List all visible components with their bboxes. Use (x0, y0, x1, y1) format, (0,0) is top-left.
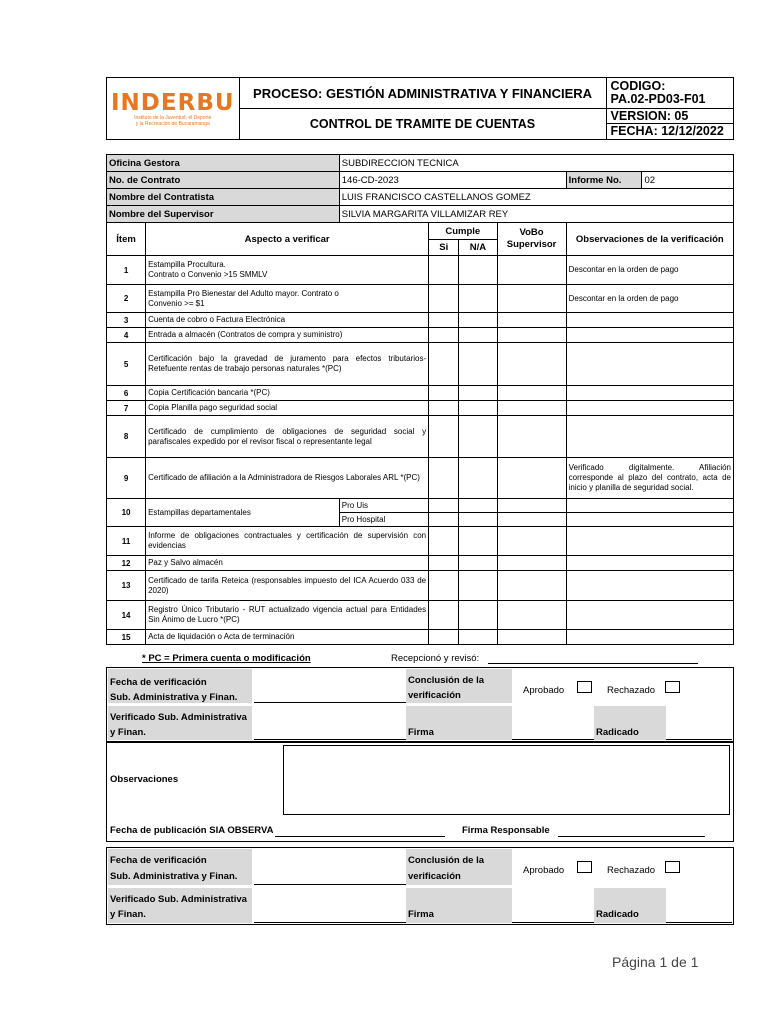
logo-subtitle-2: y la Recreación de Bucaramanga (135, 120, 210, 127)
vobo-cell[interactable] (497, 328, 566, 343)
item-obs (566, 601, 733, 630)
radicado-label: Radicado (596, 909, 639, 920)
fecha-verif-label-1: Fecha de verificación (110, 677, 207, 688)
table-row (107, 556, 734, 571)
vobo-cell[interactable] (497, 313, 566, 328)
item-desc-line-2: Contrato o Convenio >15 SMMLV (148, 270, 268, 279)
verificado-line[interactable] (254, 922, 406, 923)
item-obs (566, 416, 733, 458)
date-text: FECHA: 12/12/2022 (610, 124, 724, 138)
cumple-si-cell[interactable] (429, 256, 459, 285)
aprobado-label: Aprobado (523, 685, 565, 696)
cumple-si-cell[interactable] (429, 416, 459, 458)
item-obs (566, 313, 733, 328)
rechazado-label: Rechazado (607, 865, 656, 876)
vobo-cell[interactable] (497, 513, 566, 527)
observaciones-field[interactable] (283, 745, 730, 815)
code-cell (606, 78, 733, 109)
item-obs (566, 571, 733, 601)
item-number: 14 (107, 601, 146, 630)
fecha-verif-label-2: Sub. Administrativa y Finan. (110, 871, 238, 882)
item-desc: Copia Planilla pago seguridad social (146, 401, 429, 416)
table-row (107, 571, 734, 601)
col-aspecto: Aspecto a verificar (146, 223, 429, 256)
fecha-verif-line[interactable] (254, 884, 406, 885)
cumple-na-cell[interactable] (459, 556, 497, 571)
item-number: 1 (107, 256, 146, 285)
version-date-cell (606, 109, 733, 140)
item-number: 12 (107, 556, 146, 571)
verification-table (106, 154, 734, 645)
contrato-label: No. de Contrato (107, 172, 340, 189)
observaciones-label: Observaciones (110, 774, 179, 785)
cumple-si-cell[interactable] (429, 386, 459, 401)
item-obs (566, 343, 733, 386)
conclusion-label-2: verificación (408, 871, 461, 882)
vobo-cell[interactable] (497, 416, 566, 458)
item-desc: Estampillas departamentales (146, 499, 340, 527)
aprobado-label: Aprobado (523, 865, 565, 876)
cumple-na-cell[interactable] (459, 401, 497, 416)
firma-responsable-line[interactable] (558, 836, 705, 837)
table-row (107, 328, 734, 343)
cumple-si-cell[interactable] (429, 458, 459, 499)
firma-label: Firma (408, 727, 434, 738)
supervisor-value: SILVIA MARGARITA VILLAMIZAR REY (339, 206, 733, 223)
oficina-value: SUBDIRECCION TECNICA (339, 155, 733, 172)
cumple-si-cell[interactable] (429, 401, 459, 416)
verificado-label-1: Verificado Sub. Administrativa (110, 712, 247, 723)
table-row (107, 401, 734, 416)
aprobado-checkbox[interactable] (577, 861, 592, 873)
item-desc: Informe de obligaciones contractuales y certificación de supervisión con evidencias (146, 527, 429, 556)
table-row (107, 313, 734, 328)
cumple-na-cell[interactable] (459, 328, 497, 343)
item-number: 15 (107, 630, 146, 645)
table-row (107, 343, 734, 386)
radicado-line[interactable] (666, 739, 732, 740)
vobo-cell[interactable] (497, 499, 566, 513)
cumple-si-cell[interactable] (429, 571, 459, 601)
vobo-cell[interactable] (497, 630, 566, 645)
firma-responsable-label: Firma Responsable (462, 825, 550, 836)
item-number: 9 (107, 458, 146, 499)
verificado-label-2: y Finan. (110, 909, 146, 920)
item-desc (146, 285, 429, 313)
rechazado-checkbox[interactable] (665, 681, 680, 693)
pc-note: * PC = Primera cuenta o modificación (142, 653, 311, 664)
col-item: Ítem (107, 223, 146, 256)
contrato-value: 146-CD-2023 (339, 172, 566, 189)
item-number: 7 (107, 401, 146, 416)
item-obs: Descontar en la orden de pago (566, 285, 733, 313)
page-number: Página 1 de 1 (612, 954, 699, 970)
item-number: 6 (107, 386, 146, 401)
table-row (107, 527, 734, 556)
cumple-na-cell[interactable] (459, 458, 497, 499)
item-obs: Descontar en la orden de pago (566, 256, 733, 285)
cumple-si-cell[interactable] (429, 630, 459, 645)
vobo-cell[interactable] (497, 285, 566, 313)
cumple-na-cell[interactable] (459, 416, 497, 458)
item-obs (566, 527, 733, 556)
table-row (107, 285, 734, 313)
vobo-cell[interactable] (497, 458, 566, 499)
process-title: PROCESO: GESTIÓN ADMINISTRATIVA Y FINANCIERA (239, 78, 606, 109)
item-number: 11 (107, 527, 146, 556)
item-desc: Copia Certificación bancaria *(PC) (146, 386, 429, 401)
verification-box-1 (106, 667, 734, 742)
aprobado-checkbox[interactable] (577, 681, 592, 693)
item-desc-line-1: Estampilla Pro Bienestar del Adulto mayor. Contrato o (148, 288, 339, 298)
informe-label: Informe No. (566, 172, 642, 189)
col-observaciones: Observaciones de la verificación (566, 223, 733, 256)
vobo-cell[interactable] (497, 556, 566, 571)
cumple-si-cell[interactable] (429, 313, 459, 328)
cumple-na-cell[interactable] (459, 499, 497, 513)
cumple-si-cell[interactable] (429, 285, 459, 313)
item-obs (566, 499, 733, 513)
cumple-na-cell[interactable] (459, 571, 497, 601)
table-row (107, 458, 734, 499)
item-desc: Certificado de tarifa Reteica (responsables impuesto del ICA Acuerdo 033 de 2020) (146, 571, 429, 601)
informe-value: 02 (642, 172, 734, 189)
item-obs (566, 401, 733, 416)
item-obs (566, 328, 733, 343)
vobo-cell[interactable] (497, 386, 566, 401)
col-na: N/A (459, 240, 497, 256)
fecha-verif-label-1: Fecha de verificación (110, 855, 207, 866)
radicado-label: Radicado (596, 727, 639, 738)
header-table (106, 77, 734, 140)
item-number: 3 (107, 313, 146, 328)
recepciono-label: Recepcionó y revisó: (391, 653, 480, 664)
verificado-label-2: y Finan. (110, 727, 146, 738)
col-vobo-1: VoBo (519, 227, 544, 238)
recepciono-line[interactable] (488, 663, 698, 664)
vobo-cell[interactable] (497, 401, 566, 416)
item-number: 4 (107, 328, 146, 343)
conclusion-label-1: Conclusión de la (408, 675, 485, 686)
item-sub-desc: Pro Uis (339, 499, 428, 513)
firma-line[interactable] (512, 739, 594, 740)
code-label: CODIGO: (610, 79, 666, 93)
item-desc: Certificado de afiliación a la Administradora de Riesgos Laborales ARL *(PC) (146, 458, 429, 499)
vobo-cell[interactable] (497, 601, 566, 630)
item-number: 2 (107, 285, 146, 313)
item-desc: Acta de liquidación o Acta de terminación (146, 630, 429, 645)
firma-label: Firma (408, 909, 434, 920)
cumple-si-cell[interactable] (429, 513, 459, 527)
item-number: 13 (107, 571, 146, 601)
table-row (107, 601, 734, 630)
vobo-cell[interactable] (497, 571, 566, 601)
cumple-na-cell[interactable] (459, 343, 497, 386)
col-vobo-2: Supervisor (506, 239, 557, 250)
table-row (107, 630, 734, 645)
cumple-na-cell[interactable] (459, 630, 497, 645)
fecha-verif-label-2: Sub. Administrativa y Finan. (110, 692, 238, 703)
rechazado-label: Rechazado (607, 685, 656, 696)
item-obs (566, 513, 733, 527)
verificado-line[interactable] (254, 739, 406, 740)
item-desc: Certificación bajo la gravedad de juramento para efectos tributarios- Retefuente rentas de trabajo personas naturales *(PC) (146, 343, 429, 386)
logo-subtitle-1: Instituto de la Juventud, el Deporte (134, 114, 212, 121)
cumple-si-cell[interactable] (429, 527, 459, 556)
code-value: PA.02-PD03-F01 (610, 92, 706, 106)
item-sub-desc: Pro Hospital (339, 513, 428, 527)
logo-text: INDERBU (111, 89, 235, 116)
cumple-na-cell[interactable] (459, 313, 497, 328)
cumple-na-cell[interactable] (459, 513, 497, 527)
fecha-verif-line[interactable] (254, 702, 406, 703)
conclusion-label-1: Conclusión de la (408, 855, 485, 866)
item-desc: Certificado de cumplimiento de obligaciones de seguridad social y parafiscales expedido por el revisor fiscal o representante legal (146, 416, 429, 458)
item-desc-line-1: Estampilla Procultura. (148, 260, 226, 269)
control-title: CONTROL DE TRAMITE DE CUENTAS (239, 109, 606, 140)
observaciones-box (106, 742, 734, 842)
item-desc: Cuenta de cobro o Factura Electrónica (146, 313, 429, 328)
item-obs: Verificado digitalmente. Afiliación corresponde al plazo del contrato, acta de inicio y planilla de seguridad social. (566, 458, 733, 499)
supervisor-label: Nombre del Supervisor (107, 206, 340, 223)
vobo-cell[interactable] (497, 527, 566, 556)
fecha-sia-line[interactable] (275, 836, 445, 837)
cumple-si-cell[interactable] (429, 556, 459, 571)
firma-line[interactable] (512, 922, 594, 923)
col-si: Si (429, 240, 459, 256)
item-desc-line-2: Convenio >= $1 (148, 298, 205, 308)
vobo-cell[interactable] (497, 256, 566, 285)
cumple-si-cell[interactable] (429, 499, 459, 513)
table-row (107, 256, 734, 285)
col-cumple: Cumple (429, 223, 497, 240)
cumple-na-cell[interactable] (459, 601, 497, 630)
oficina-label: Oficina Gestora (107, 155, 340, 172)
item-desc: Entrada a almacén (Contratos de compra y suministro) (146, 328, 429, 343)
contratista-label: Nombre del Contratista (107, 189, 340, 206)
fecha-sia-label: Fecha de publicación SIA OBSERVA (110, 825, 274, 836)
rechazado-checkbox[interactable] (665, 861, 680, 873)
cumple-na-cell[interactable] (459, 285, 497, 313)
logo (107, 78, 240, 140)
cumple-na-cell[interactable] (459, 527, 497, 556)
table-row (107, 416, 734, 458)
verification-box-2 (106, 847, 734, 925)
cumple-si-cell[interactable] (429, 343, 459, 386)
table-row (107, 386, 734, 401)
contratista-value: LUIS FRANCISCO CASTELLANOS GOMEZ (339, 189, 733, 206)
item-desc: Paz y Salvo almacén (146, 556, 429, 571)
item-number: 8 (107, 416, 146, 458)
conclusion-label-2: verificación (408, 690, 461, 701)
col-vobo (497, 223, 566, 256)
cumple-na-cell[interactable] (459, 256, 497, 285)
item-obs (566, 386, 733, 401)
item-obs (566, 630, 733, 645)
cumple-si-cell[interactable] (429, 328, 459, 343)
vobo-cell[interactable] (497, 343, 566, 386)
item-obs (566, 556, 733, 571)
verificado-label-1: Verificado Sub. Administrativa (110, 894, 247, 905)
item-number: 5 (107, 343, 146, 386)
item-desc: Registro Único Tributario - RUT actualizado vigencia actual para Entidades Sin Ánimo de Lucro *(PC) (146, 601, 429, 630)
table-row (107, 499, 734, 513)
item-desc (146, 256, 429, 285)
radicado-line[interactable] (666, 922, 732, 923)
cumple-na-cell[interactable] (459, 386, 497, 401)
cumple-si-cell[interactable] (429, 601, 459, 630)
item-number: 10 (107, 499, 146, 527)
version-text: VERSION: 05 (607, 109, 733, 124)
